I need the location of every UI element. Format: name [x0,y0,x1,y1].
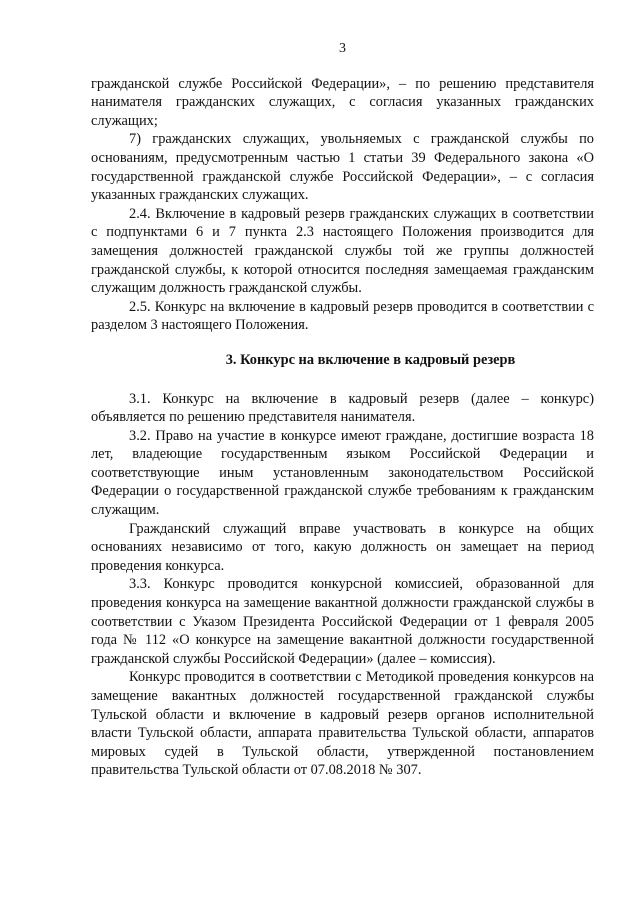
paragraph-2-5: 2.5. Конкурс на включение в кадровый резерв проводится в соответствии с разделом 3 настоящего Положения. [91,298,594,334]
paragraph-3-1: 3.1. Конкурс на включение в кадровый резерв (далее – конкурс) объявляется по решению представителя нанимателя. [91,390,594,426]
section-heading: 3. Конкурс на включение в кадровый резерв [225,351,516,368]
paragraph-2-4: 2.4. Включение в кадровый резерв гражданских служащих в соответствии с подпунктами 6 и 7 пункта 2.3 настоящего Положения производится для замещения должностей гражданской службы той же группы должностей гражданской службы, к которой относится последняя замещаемая гражданским служащим должность гражданской службы. [91,205,594,297]
paragraph-methodology: Конкурс проводится в соответствии с Методикой проведения конкурсов на замещение вакантных должностей государственной гражданской службы Тульской области и включение в кадровый резерв органов исполнительной власти Тульской области, аппарата правительства Тульской области, аппаратов мировых судей в Тульской области, утвержденной постановлением правительства Тульской области от 07.08.2018 № 307. [91,669,594,779]
paragraph-3-2: 3.2. Право на участие в конкурсе имеют граждане, достигшие возраста 18 лет, владеющие государственным языком Российской Федерации и соответствующие иным установленным законодательством Российской Федерации о государственной гражданской службе требованиям к гражданским служащим. [91,427,594,519]
page-number: 3 [339,41,346,56]
paragraph-3-3: 3.3. Конкурс проводится конкурсной комиссией, образованной для проведения конкурса на замещение вакантной должности гражданской службы в соответствии с Указом Президента Российской Федерации от 1 февраля 2005 года № 112 «О конкурсе на замещение вакантной должности государственной гражданской службы Российской Федерации» (далее – комиссия). [91,576,594,667]
paragraph-civil-servant: Гражданский служащий вправе участвовать в конкурсе на общих основаниях независимо от того, какую должность он замещает на период проведения конкурса. [91,520,594,574]
paragraph-continuation: гражданской службе Российской Федерации», – по решению представителя нанимателя гражданских служащих, с согласия указанных гражданских служащих; [91,75,594,129]
paragraph-item-7: 7) гражданских служащих, увольняемых с гражданской службы по основаниям, предусмотренным частью 1 статьи 39 Федерального закона «О государственной гражданской службе Российской Федерации», – с согласия указанных гражданских служащих. [91,131,594,204]
